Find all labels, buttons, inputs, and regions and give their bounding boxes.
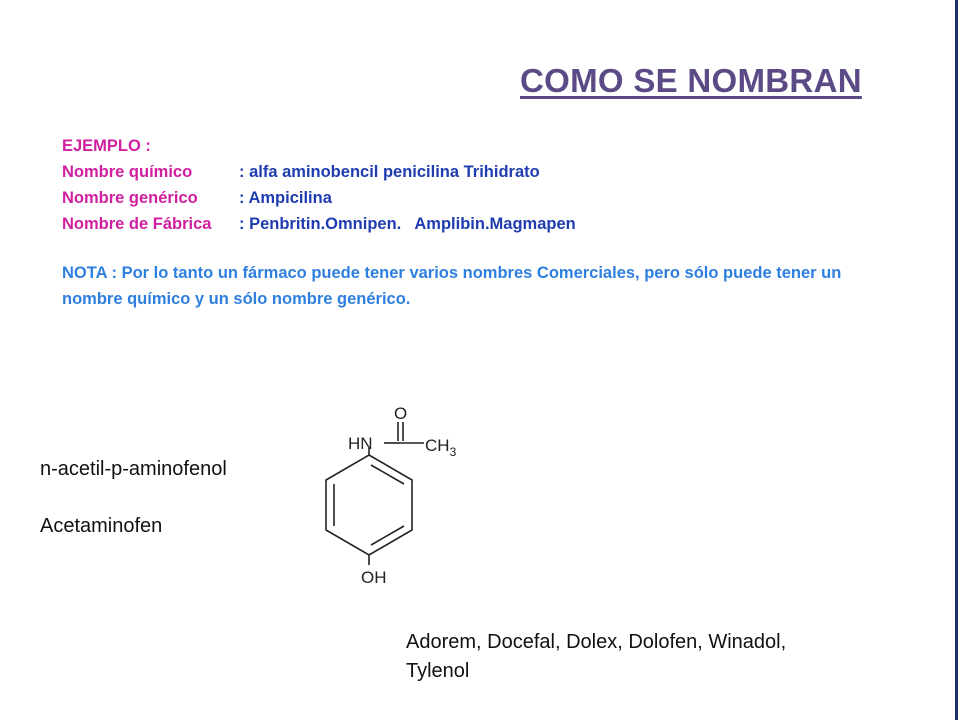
- methyl-text: CH: [425, 436, 450, 455]
- double-bond: [371, 526, 404, 545]
- example-value: : Ampicilina: [239, 189, 332, 207]
- oxygen-label: O: [394, 404, 408, 423]
- brand-names: Adorem, Docefal, Dolex, Dolofen, Winadol, Tylenol: [406, 631, 787, 682]
- example-row-generic: [62, 185, 332, 211]
- double-bond: [371, 465, 404, 484]
- example-value: : alfa aminobencil penicilina Trihidrato: [239, 163, 540, 181]
- generic-name: Acetaminofen: [40, 515, 163, 537]
- example-label: Nombre de Fábrica: [62, 215, 212, 233]
- acetaminophen-structure: [300, 395, 490, 595]
- example-row-chemical: [62, 159, 540, 185]
- slide-edge-line: [955, 0, 958, 720]
- slide-title: COMO SE NOMBRAN: [520, 62, 862, 99]
- hydroxyl-label: OH: [361, 568, 387, 587]
- methyl-subscript: 3: [449, 445, 457, 459]
- example-block: [62, 133, 576, 237]
- chemical-name: n-acetil-p-aminofenol: [40, 458, 227, 480]
- example-label: Nombre genérico: [62, 189, 198, 207]
- example-heading: EJEMPLO :: [62, 137, 151, 155]
- example-label: Nombre químico: [62, 163, 193, 181]
- note-text: NOTA : Por lo tanto un fármaco puede tener varios nombres Comerciales, pero sólo puede tener un nombre químico y un sólo nombre genérico.: [62, 264, 842, 308]
- benzene-ring: [326, 455, 412, 555]
- example-row-brand: [62, 211, 576, 237]
- example-value: : Penbritin.Omnipen. Amplibin.Magmapen: [239, 215, 576, 233]
- methyl-label: [425, 436, 457, 459]
- amine-label: HN: [348, 434, 373, 453]
